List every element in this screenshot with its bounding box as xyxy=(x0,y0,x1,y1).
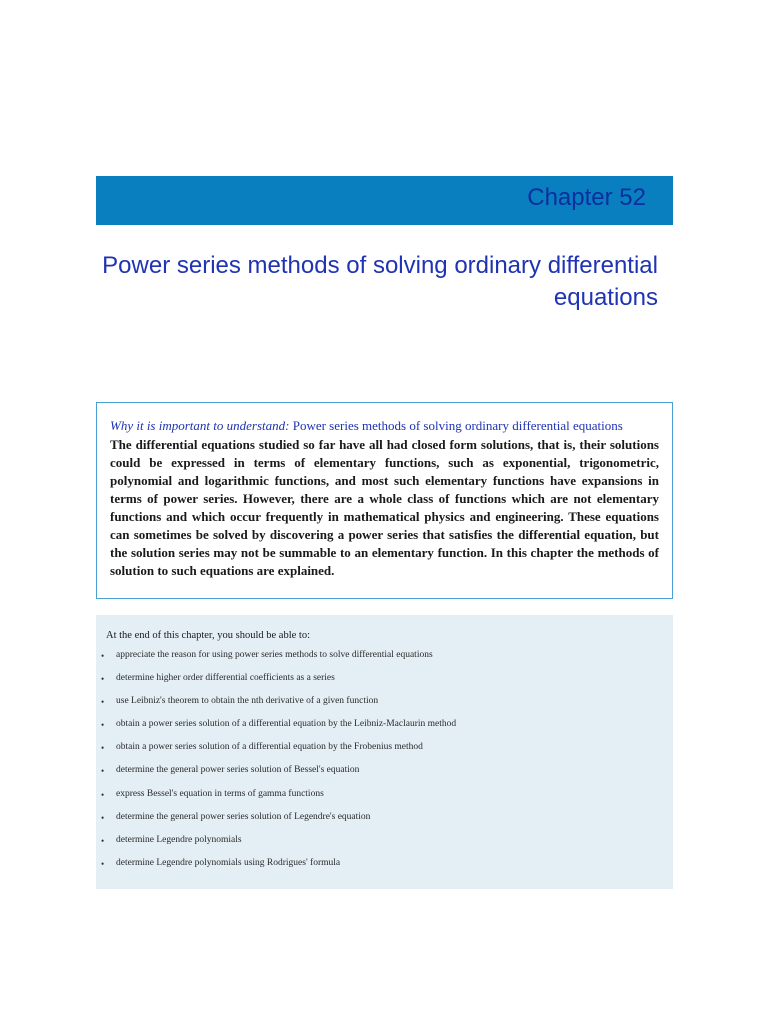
objective-text: appreciate the reason for using power series methods to solve differential equations xyxy=(116,650,433,660)
objective-text: determine Legendre polynomials using Rodrigues' formula xyxy=(116,857,341,868)
chapter-banner xyxy=(96,176,673,225)
bullet-icon: • xyxy=(101,789,105,800)
objective-text: determine the general power series solution of Bessel's equation xyxy=(116,765,360,776)
bullet-icon: • xyxy=(101,858,105,869)
objective-text: determine higher order differential coefficients as a series xyxy=(116,673,335,684)
bullet-icon: • xyxy=(101,720,105,731)
objective-text: use Leibniz's theorem to obtain the nth derivative of a given function xyxy=(116,696,379,707)
bullet-icon: • xyxy=(101,812,105,823)
objective-item xyxy=(101,742,673,765)
learning-objectives-box xyxy=(96,615,673,889)
why-heading-topic: Power series methods of solving ordinary differential equations xyxy=(289,418,623,433)
objectives-list xyxy=(96,650,673,881)
bullet-icon: • xyxy=(101,835,105,846)
chapter-number: Chapter 52 xyxy=(527,184,646,211)
chapter-title: Power series methods of solving ordinary differential equations xyxy=(102,252,658,311)
objective-item xyxy=(101,789,673,812)
why-heading xyxy=(110,417,659,434)
why-heading-lead: Why it is important to understand: xyxy=(110,418,290,433)
objective-item xyxy=(101,858,673,881)
objectives-intro: At the end of this chapter, you should be able to: xyxy=(106,630,310,641)
objective-item xyxy=(101,835,673,858)
objective-item xyxy=(101,696,673,719)
bullet-icon: • xyxy=(101,651,105,661)
objective-text: obtain a power series solution of a differential equation by the Frobenius method xyxy=(116,742,423,753)
objective-text: express Bessel's equation in terms of gamma functions xyxy=(116,788,324,799)
objective-item xyxy=(101,719,673,742)
bullet-icon: • xyxy=(101,766,105,777)
objective-item xyxy=(101,650,673,673)
why-body-text: The differential equations studied so far have all had closed form solutions, that is, their solutions could be expressed in terms of elementary functions, such as exponential, trigonometric, polynomial and logarithmic functions, and most such elementary functions have expansions in terms of power series. However, there are a whole class of functions which are not elementary functions and which occur frequently in mathematical physics and engineering. These equations can sometimes be solved by discovering a power series that satisfies the differential equation, but the solution series may not be summable to an elementary function. In this chapter the methods of solution to such equations are explained. xyxy=(110,437,659,578)
objective-text: determine the general power series solution of Legendre's equation xyxy=(116,811,371,822)
objective-item xyxy=(101,765,673,788)
objective-text: obtain a power series solution of a differential equation by the Leibniz-Maclaurin method xyxy=(116,719,457,730)
objective-item xyxy=(101,673,673,696)
objective-text: determine Legendre polynomials xyxy=(116,834,242,845)
bullet-icon: • xyxy=(101,697,105,708)
objective-item xyxy=(101,812,673,835)
bullet-icon: • xyxy=(101,743,105,754)
bullet-icon: • xyxy=(101,674,105,685)
why-important-box xyxy=(96,402,673,599)
